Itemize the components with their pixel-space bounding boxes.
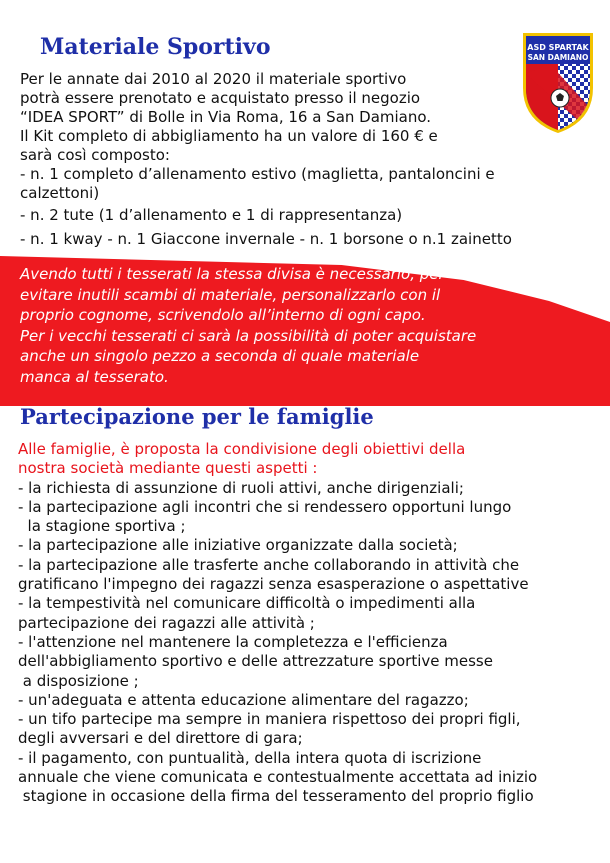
section-title-materiale: Materiale Sportivo [40,34,271,60]
text-line: potrà essere prenotato e acquistato presso il negozio [20,89,421,107]
club-crest-logo [520,30,596,134]
intro-line: Alle famiglie, è proposta la condivisione degli obiettivi della [18,440,466,458]
list-item: - la partecipazione alle trasferte anche collaborando in attività che [18,555,520,574]
text-line: Il Kit completo di abbigliamento ha un valore di 160 € e [20,127,438,145]
text-line: proprio cognome, scrivendolo all’interno di ogni capo. [20,306,426,324]
section-title-famiglie: Partecipazione per le famiglie [20,404,374,429]
list-item: - la richiesta di assunzione di ruoli attivi, anche dirigenziali; [18,478,464,497]
list-item: - la partecipazione agli incontri che si rendessero opportuni lungo [18,497,512,516]
list-item: - la tempestività nel comunicare difficoltà o impedimenti alla [18,594,476,613]
text-line: “IDEA SPORT” di Bolle in Via Roma, 16 a San Damiano. [20,108,432,126]
text-line: manca al tesserato. [20,367,169,386]
list-item: - il pagamento, con puntualità, della intera quota di iscrizione [18,748,482,767]
list-item: la stagione sportiva ; [18,517,186,536]
list-item: a disposizione ; [18,671,139,690]
list-item: dell'abbigliamento sportivo e delle attrezzature sportive messe [18,652,493,671]
list-item: - l'attenzione nel mantenere la completezza e l'efficienza [18,632,448,651]
text-line: - n. 1 kway - n. 1 Giaccone invernale - n. 1 borsone o n.1 zainetto [20,230,512,248]
crest-text-bottom: SAN DAMIANO [527,53,589,62]
text-line: - n. 2 tute (1 d’allenamento e 1 di rappresentanza) [20,206,403,224]
list-item: stagione in occasione della firma del tesseramento del proprio figlio [18,787,534,806]
crest-text-top: ASD SPARTAK [527,43,589,52]
list-item: gratificano l'impegno dei ragazzi senza esasperazione o aspettative [18,575,529,594]
text-line: evitare inutili scambi di materiale, personalizzarlo con il [20,285,441,304]
intro-line: nostra società mediante questi aspetti : [18,459,318,478]
list-item: - un tifo partecipe ma sempre in maniera rispettoso dei propri figli, [18,710,521,729]
banner-text [20,264,476,387]
list-item: - la partecipazione alle iniziative organizzate dalla società; [18,536,458,555]
list-item: - un'adeguata e attenta educazione alimentare del ragazzo; [18,690,469,709]
text-line: calzettoni) [20,184,100,202]
materiale-text [20,70,512,249]
famiglie-text [18,440,537,807]
list-item: partecipazione dei ragazzi alle attività ; [18,613,315,632]
text-line: sarà così composto: [20,146,170,164]
text-line: anche un singolo pezzo a seconda di quale materiale [20,347,420,365]
text-line: Avendo tutti i tesserati la stessa divisa è necessario, per [20,265,445,283]
text-line: Per le annate dai 2010 al 2020 il materiale sportivo [20,70,407,88]
list-item: degli avversari e del direttore di gara; [18,729,303,748]
text-line: Per i vecchi tesserati ci sarà la possibilità di poter acquistare [20,326,477,345]
list-item: annuale che viene comunicata e contestualmente accettata ad inizio [18,768,538,787]
text-line: - n. 1 completo d’allenamento estivo (maglietta, pantaloncini e [20,165,495,183]
